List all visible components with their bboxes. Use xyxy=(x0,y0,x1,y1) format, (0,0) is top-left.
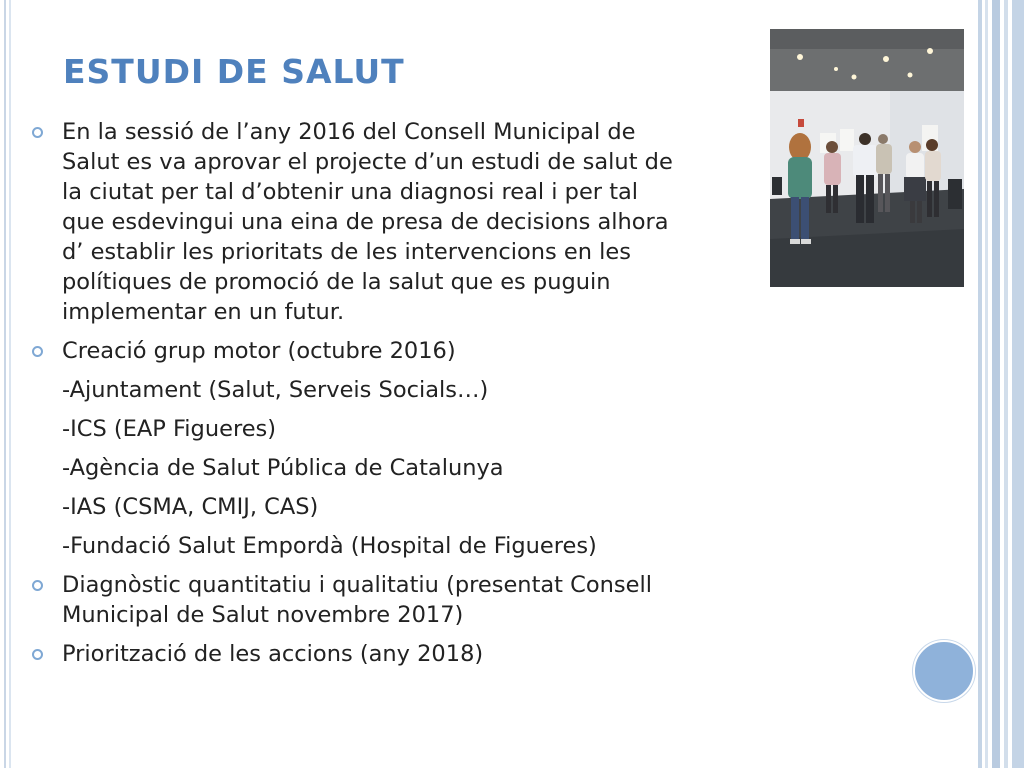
bullet-text-line: -Fundació Salut Empordà (Hospital de Figueres) xyxy=(62,533,597,559)
photo-illustration xyxy=(770,29,964,287)
bullet-text-line: d’ establir les prioritats de les intervencions en les xyxy=(62,239,631,265)
right-border-stripe xyxy=(1004,0,1008,768)
right-border-stripe xyxy=(978,0,982,768)
bullet-text-line: la ciutat per tal d’obtenir una diagnosi real i per tal xyxy=(62,179,639,205)
bullet-text-line: Diagnòstic quantitatiu i qualitatiu (presentat Consell xyxy=(62,572,652,598)
bullet-text-line: implementar en un futur. xyxy=(62,299,345,325)
hollow-circle-bullet xyxy=(32,649,43,660)
bullet-text-line: -Ajuntament (Salut, Serveis Socials…) xyxy=(62,377,489,403)
bullet-text-line: Priorització de les accions (any 2018) xyxy=(62,641,484,667)
filled-circle-decoration xyxy=(913,640,975,702)
hollow-circle-bullet xyxy=(32,580,43,591)
bullet-text-line: -ICS (EAP Figueres) xyxy=(62,416,277,442)
bullet-text-line: polítiques de promoció de la salut que es puguin xyxy=(62,269,611,295)
right-border-stripe xyxy=(985,0,988,768)
hollow-circle-bullet xyxy=(32,346,43,357)
right-border-stripe xyxy=(992,0,1000,768)
hollow-circle-bullet xyxy=(32,127,43,138)
slide-title: ESTUDI DE SALUT xyxy=(63,52,405,91)
bullet-text-line: -Agència de Salut Pública de Catalunya xyxy=(62,455,504,481)
left-edge-line-inner xyxy=(9,0,11,768)
right-border-stripe xyxy=(1012,0,1024,768)
bullet-text-line: que esdevingui una eina de presa de decisions alhora xyxy=(62,209,669,235)
bullet-text-line: Salut es va aprovar el projecte d’un estudi de salut de xyxy=(62,149,673,175)
bullet-text-line: -IAS (CSMA, CMIJ, CAS) xyxy=(62,494,319,520)
bullet-text-line: En la sessió de l’any 2016 del Consell Municipal de xyxy=(62,119,636,145)
left-edge-line xyxy=(4,0,6,768)
bullet-text-line: Municipal de Salut novembre 2017) xyxy=(62,602,464,628)
meeting-room-photo xyxy=(770,29,964,287)
bullet-text-line: Creació grup motor (octubre 2016) xyxy=(62,338,456,364)
